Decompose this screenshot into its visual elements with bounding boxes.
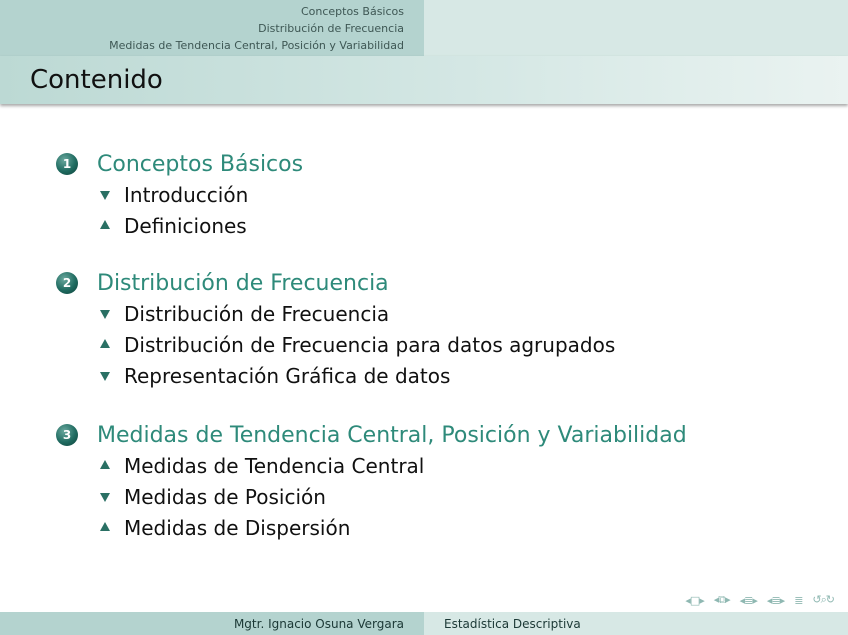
toc-subsection-label: Distribución de Frecuencia para datos agrupados — [124, 332, 616, 357]
toc-subsection[interactable] — [56, 512, 687, 543]
triangle-bullet-icon — [100, 339, 110, 348]
toc-subsection[interactable] — [56, 298, 615, 329]
toc-subsection-label: Introducción — [124, 182, 249, 207]
nav-section-1[interactable]: Conceptos Básicos — [300, 4, 404, 18]
toc-section-3[interactable] — [56, 420, 687, 543]
toc-section-title[interactable]: Conceptos Básicos — [97, 151, 304, 177]
triangle-bullet-icon — [100, 493, 110, 502]
page-title: Contenido — [30, 65, 163, 95]
toc-subsection[interactable] — [56, 481, 687, 512]
toc-subsection-label: Medidas de Posición — [124, 484, 326, 509]
footer-author: Mgtr. Ignacio Osuna Vergara — [0, 612, 424, 635]
toc-subsection[interactable] — [56, 360, 615, 391]
nav-section-2[interactable]: Distribución de Frecuencia — [258, 21, 404, 35]
toc-subsection-label: Medidas de Dispersión — [124, 515, 351, 540]
toc-section-title[interactable]: Medidas de Tendencia Central, Posición y Variabilidad — [97, 422, 687, 448]
navigation-symbols — [685, 592, 834, 608]
toc-subsection-label: Representación Gráfica de datos — [124, 363, 451, 388]
headline-right-panel — [424, 0, 848, 56]
footline — [0, 612, 848, 635]
toc-subsection-label: Medidas de Tendencia Central — [124, 453, 425, 478]
triangle-bullet-icon — [100, 460, 110, 469]
toc-subsection[interactable] — [56, 210, 303, 241]
toc-section-1[interactable] — [56, 149, 303, 241]
frame-title-bar — [0, 56, 848, 104]
toc-section-2[interactable] — [56, 268, 615, 391]
triangle-bullet-icon — [100, 191, 110, 200]
footer-title: Estadística Descriptiva — [424, 612, 848, 635]
headline-bar — [0, 0, 848, 56]
section-number-ball: 1 — [56, 153, 78, 175]
prev-frame-icon[interactable]: ◂□▸ — [685, 593, 704, 607]
triangle-bullet-icon — [100, 220, 110, 229]
triangle-bullet-icon — [100, 522, 110, 531]
toc-subsection[interactable] — [56, 450, 687, 481]
section-number-ball: 3 — [56, 424, 78, 446]
section-navigation — [0, 0, 424, 56]
toc-section-title[interactable]: Distribución de Frecuencia — [97, 270, 389, 296]
toc-subsection[interactable] — [56, 179, 303, 210]
prev-subsection-icon[interactable]: ◂≣▸ — [739, 593, 757, 607]
toc-subsection[interactable] — [56, 329, 615, 360]
triangle-bullet-icon — [100, 372, 110, 381]
toc-subsection-label: Distribución de Frecuencia — [124, 301, 390, 326]
search-icon[interactable]: ↺⌕↻ — [812, 593, 834, 606]
toc-subsection-label: Definiciones — [124, 213, 247, 238]
toc-icon[interactable]: ≣ — [794, 593, 803, 607]
triangle-bullet-icon — [100, 310, 110, 319]
prev-section-icon[interactable]: ◂≣▸ — [766, 593, 785, 607]
prev-slide-icon[interactable]: ◂⧉▸ — [713, 593, 730, 606]
nav-section-3[interactable]: Medidas de Tendencia Central, Posición y Variabilidad — [109, 38, 404, 52]
section-number-ball: 2 — [56, 272, 78, 294]
